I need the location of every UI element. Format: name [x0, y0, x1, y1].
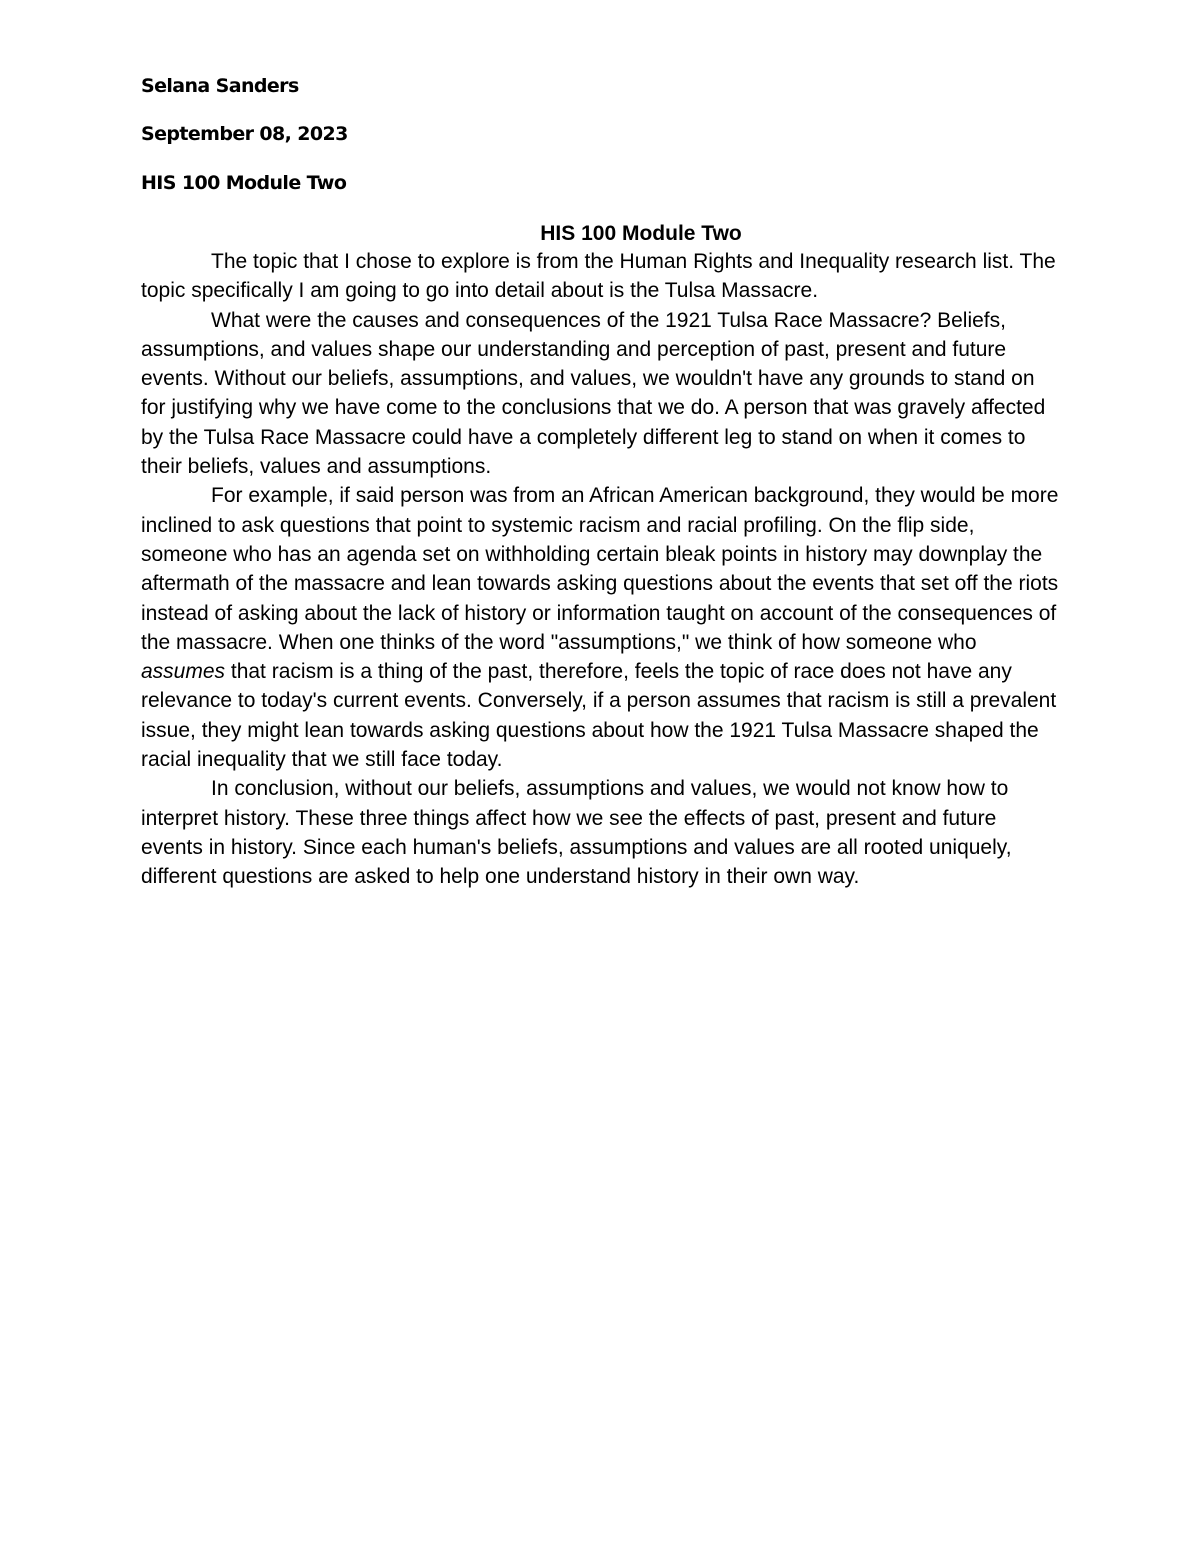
document-title: HIS 100 Module Two: [540, 222, 742, 245]
paragraph-example-text-2: that racism is a thing of the past, therefore, feels the topic of race does not have any relevance to today's current events. Conversely, if a person assumes that racism is still a prevalent issue, they might lean towards asking questions about how the 1921 Tulsa Massacre shaped the racial inequality that we still face today.: [141, 660, 1057, 772]
document-body: [141, 247, 1061, 892]
course-name: HIS 100 Module Two: [141, 172, 347, 194]
paragraph-example: [141, 481, 1061, 774]
author-name: Selana Sanders: [141, 75, 299, 97]
paragraph-conclusion: In conclusion, without our beliefs, assumptions and values, we would not know how to interpret history. These three things affect how we see the effects of past, present and future events in history. Since each human's beliefs, assumptions and values are all rooted uniquely, different questions are asked to help one understand history in their own way.: [141, 777, 1012, 889]
paragraph-intro: The topic that I chose to explore is from the Human Rights and Inequality research list. The topic specifically I am going to go into detail about is the Tulsa Massacre.: [141, 250, 1056, 303]
document-date: September 08, 2023: [141, 123, 348, 145]
emphasized-word: assumes: [141, 660, 226, 684]
paragraph-example-text-1: For example, if said person was from an African American background, they would be more inclined to ask questions that point to systemic racism and racial profiling. On the flip side, someone who has an agenda set on withholding certain bleak points in history may downplay the aftermath of the massacre and lean towards asking questions about the events that set off the riots instead of asking about the lack of history or information taught on account of the consequences of the massacre. When one thinks of the word "assumptions," we think of how someone who: [141, 484, 1059, 654]
paragraph-beliefs: What were the causes and consequences of the 1921 Tulsa Race Massacre? Beliefs, assumptions, and values shape our understanding and perception of past, present and future events. Without our beliefs, assumptions, and values, we wouldn't have any grounds to stand on for justifying why we have come to the conclusions that we do. A person that was gravely affected by the Tulsa Race Massacre could have a completely different leg to stand on when it comes to their beliefs, values and assumptions.: [141, 308, 1046, 479]
